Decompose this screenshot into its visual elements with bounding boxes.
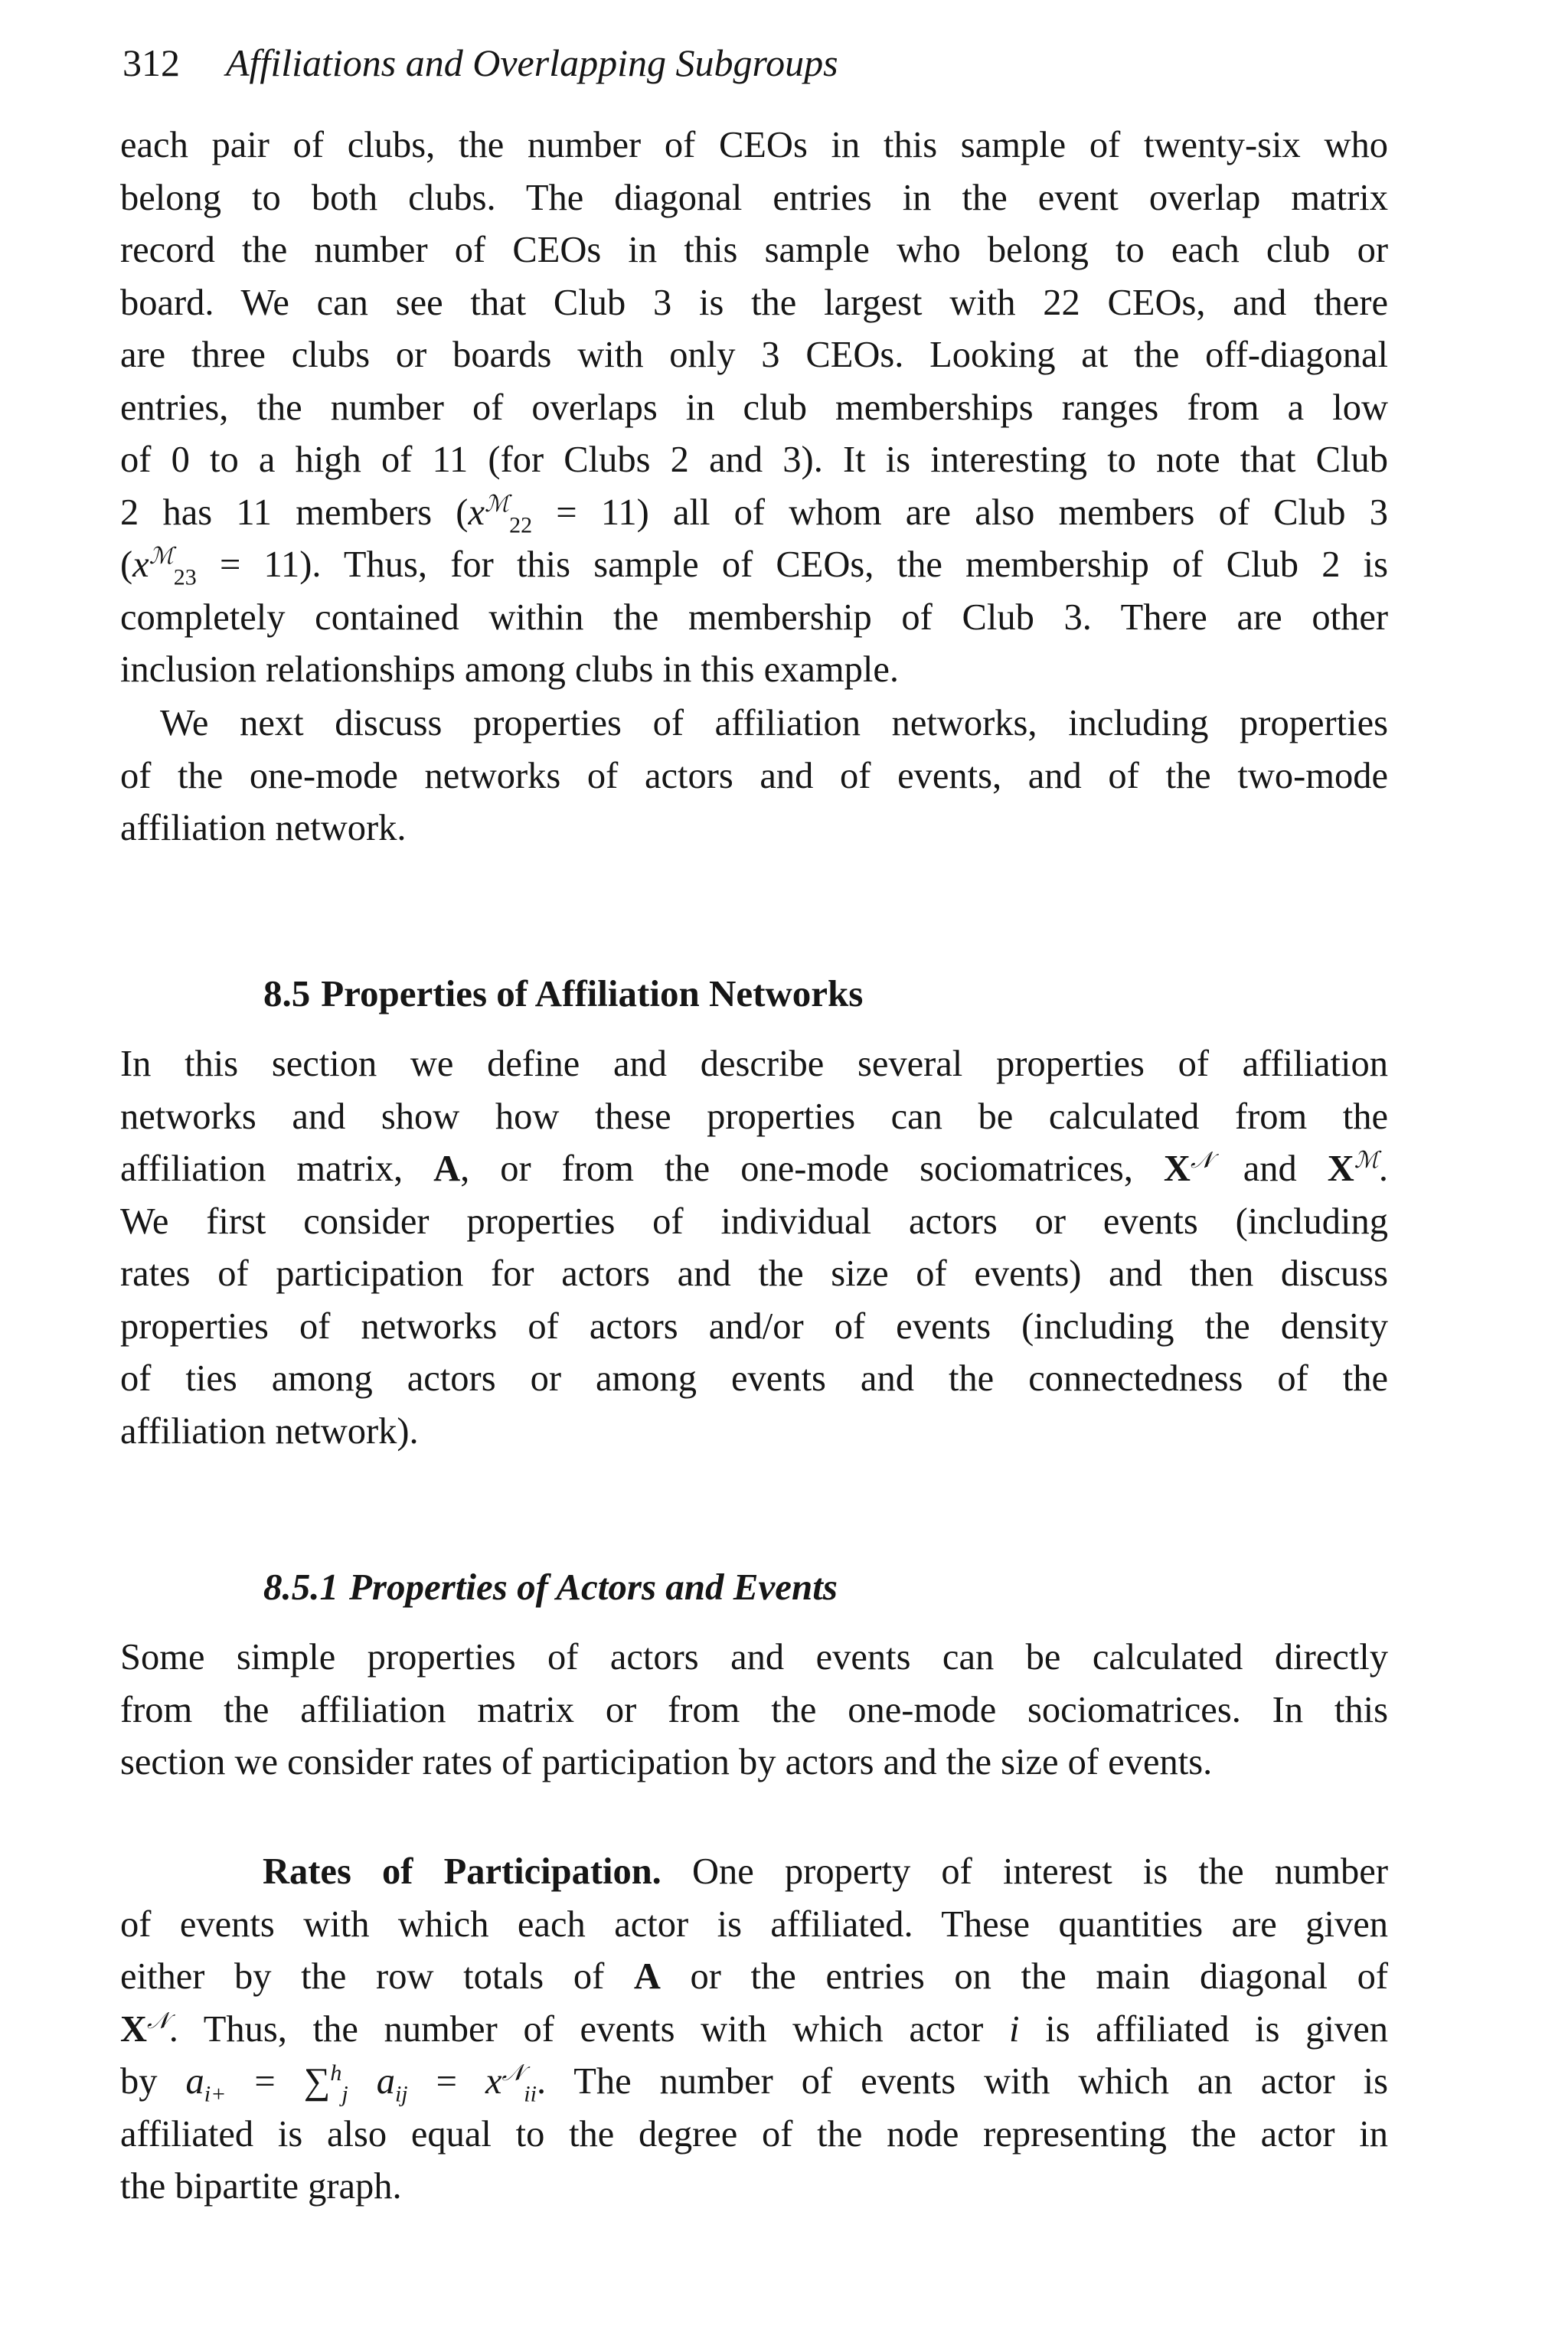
- text-line-with-math: $X^𝒩$. Thus, the number of events with which actor i is affiliated is given: [120, 2008, 1389, 2050]
- paragraph-1: [120, 119, 1388, 697]
- text-line-with-math: by $a_{i+} = \sum^h_j$ $a_{ij} = x^𝒩_{ii}$. The number of events with which an actor is: [120, 2060, 1388, 2107]
- text-line-with-math: 2 has 11 members $(x^ℳ_{22} = 11)$ all of whom are also members of Club 3: [120, 491, 1389, 538]
- matrix-symbol: X: [120, 2008, 148, 2050]
- math-variable: x: [485, 2061, 502, 2102]
- matrix-symbol: A: [633, 1956, 661, 1997]
- text-line: belong to both clubs. The diagonal entries in the event overlap matrix: [120, 177, 1388, 218]
- math-subscript: 23: [173, 564, 197, 590]
- runin-heading: Rates of Participation.: [263, 1851, 662, 1892]
- math-superscript: ℳ: [1354, 1147, 1379, 1173]
- text-line: of ties among actors or among events and the connectedness of the: [120, 1358, 1388, 1399]
- text-line: the bipartite graph.: [120, 2166, 402, 2207]
- sum-symbol: ∑: [303, 2061, 331, 2102]
- math-variable: i: [1009, 2008, 1020, 2050]
- matrix-symbol: X: [1163, 1148, 1191, 1189]
- math-subscript: 22: [509, 512, 533, 538]
- text-line: board. We can see that Club 3 is the largest with 22 CEOs, and there: [120, 282, 1388, 323]
- text-line: are three clubs or boards with only 3 CEOs. Looking at the off-diagonal: [120, 335, 1388, 375]
- math-subscript: j: [341, 2081, 348, 2107]
- text-line: of events with which each actor is affiliated. These quantities are given: [120, 1903, 1388, 1945]
- math-subscript: i+: [204, 2081, 227, 2107]
- section-number: 8.5: [263, 972, 311, 1014]
- math-superscript: 𝒩: [147, 2008, 169, 2034]
- text-line: We next discuss properties of affiliation networks, including properties: [160, 703, 1388, 743]
- text-line-with-math: affiliation matrix, A, or from the one-mode sociomatrices, $X^𝒩$ and $X^ℳ$.: [120, 1147, 1388, 1189]
- section-heading: [263, 969, 863, 1018]
- text-line: of 0 to a high of 11 (for Clubs 2 and 3). It is interesting to note that Club: [120, 439, 1388, 480]
- running-head: [122, 38, 838, 87]
- text-line: networks and show how these properties can be calculated from the: [120, 1096, 1388, 1137]
- paragraph-5: [120, 1846, 1388, 2213]
- text-line: section we consider rates of participation by actors and the size of events.: [120, 1742, 1213, 1782]
- text-line-with-math: either by the row totals of A or the entries on the main diagonal of: [120, 1956, 1389, 1997]
- math-variable: a: [185, 2061, 204, 2102]
- math-variable: x: [132, 544, 149, 585]
- text-line: Some simple properties of actors and events can be calculated directly: [120, 1637, 1388, 1678]
- math-superscript: 𝒩: [501, 2060, 524, 2086]
- page-number: 312: [122, 41, 180, 84]
- math-subscript: ii: [524, 2081, 537, 2107]
- math-superscript: h: [330, 2060, 342, 2086]
- matrix-symbol: X: [1327, 1148, 1354, 1189]
- text-line: In this section we define and describe several properties of affiliation: [120, 1044, 1388, 1084]
- text-line: affiliation network.: [120, 808, 407, 848]
- math-variable: x: [468, 492, 485, 533]
- text-line: We first consider properties of individual actors or events (including: [120, 1201, 1388, 1242]
- text-line: inclusion relationships among clubs in this example.: [120, 649, 900, 690]
- text-line-with-runin: Rates of Participation. One property of interest is the number: [263, 1851, 1388, 1892]
- subsection-title: Properties of Actors and Events: [349, 1566, 838, 1608]
- text-line: completely contained within the membership of Club 3. There are other: [120, 596, 1388, 638]
- text-line: of the one-mode networks of actors and of events, and of the two-mode: [120, 755, 1388, 796]
- text-line: entries, the number of overlaps in club memberships ranges from a low: [120, 387, 1388, 428]
- math-subscript: ij: [394, 2081, 408, 2107]
- subsection-number: 8.5.1: [263, 1566, 338, 1608]
- text-line: each pair of clubs, the number of CEOs in this sample of twenty-six who: [120, 125, 1388, 165]
- paragraph-2: [120, 698, 1388, 855]
- running-title: Affiliations and Overlapping Subgroups: [226, 41, 838, 84]
- text-line: from the affiliation matrix or from the one-mode sociomatrices. In this: [120, 1689, 1388, 1730]
- subsection-heading: [263, 1563, 838, 1612]
- paragraph-3: [120, 1038, 1388, 1458]
- paragraph-4: [120, 1632, 1388, 1789]
- math-variable: a: [376, 2061, 395, 2102]
- math-superscript: ℳ: [149, 543, 174, 569]
- text-line: record the number of CEOs in this sample who belong to each club or: [120, 230, 1388, 270]
- text-line: rates of participation for actors and the size of events) and then discuss: [120, 1253, 1388, 1294]
- text-line: affiliation network).: [120, 1410, 419, 1452]
- section-title: Properties of Affiliation Networks: [321, 972, 864, 1014]
- text-line: affiliated is also equal to the degree of the node representing the actor in: [120, 2113, 1388, 2155]
- math-superscript: ℳ: [484, 491, 510, 517]
- matrix-symbol: A: [433, 1148, 461, 1189]
- math-superscript: 𝒩: [1190, 1147, 1213, 1173]
- text-line: properties of networks of actors and/or of events (including the density: [120, 1305, 1388, 1347]
- text-line-with-math: $(x^ℳ_{23} = 11)$. Thus, for this sample of CEOs, the membership of Club 2 is: [120, 543, 1388, 590]
